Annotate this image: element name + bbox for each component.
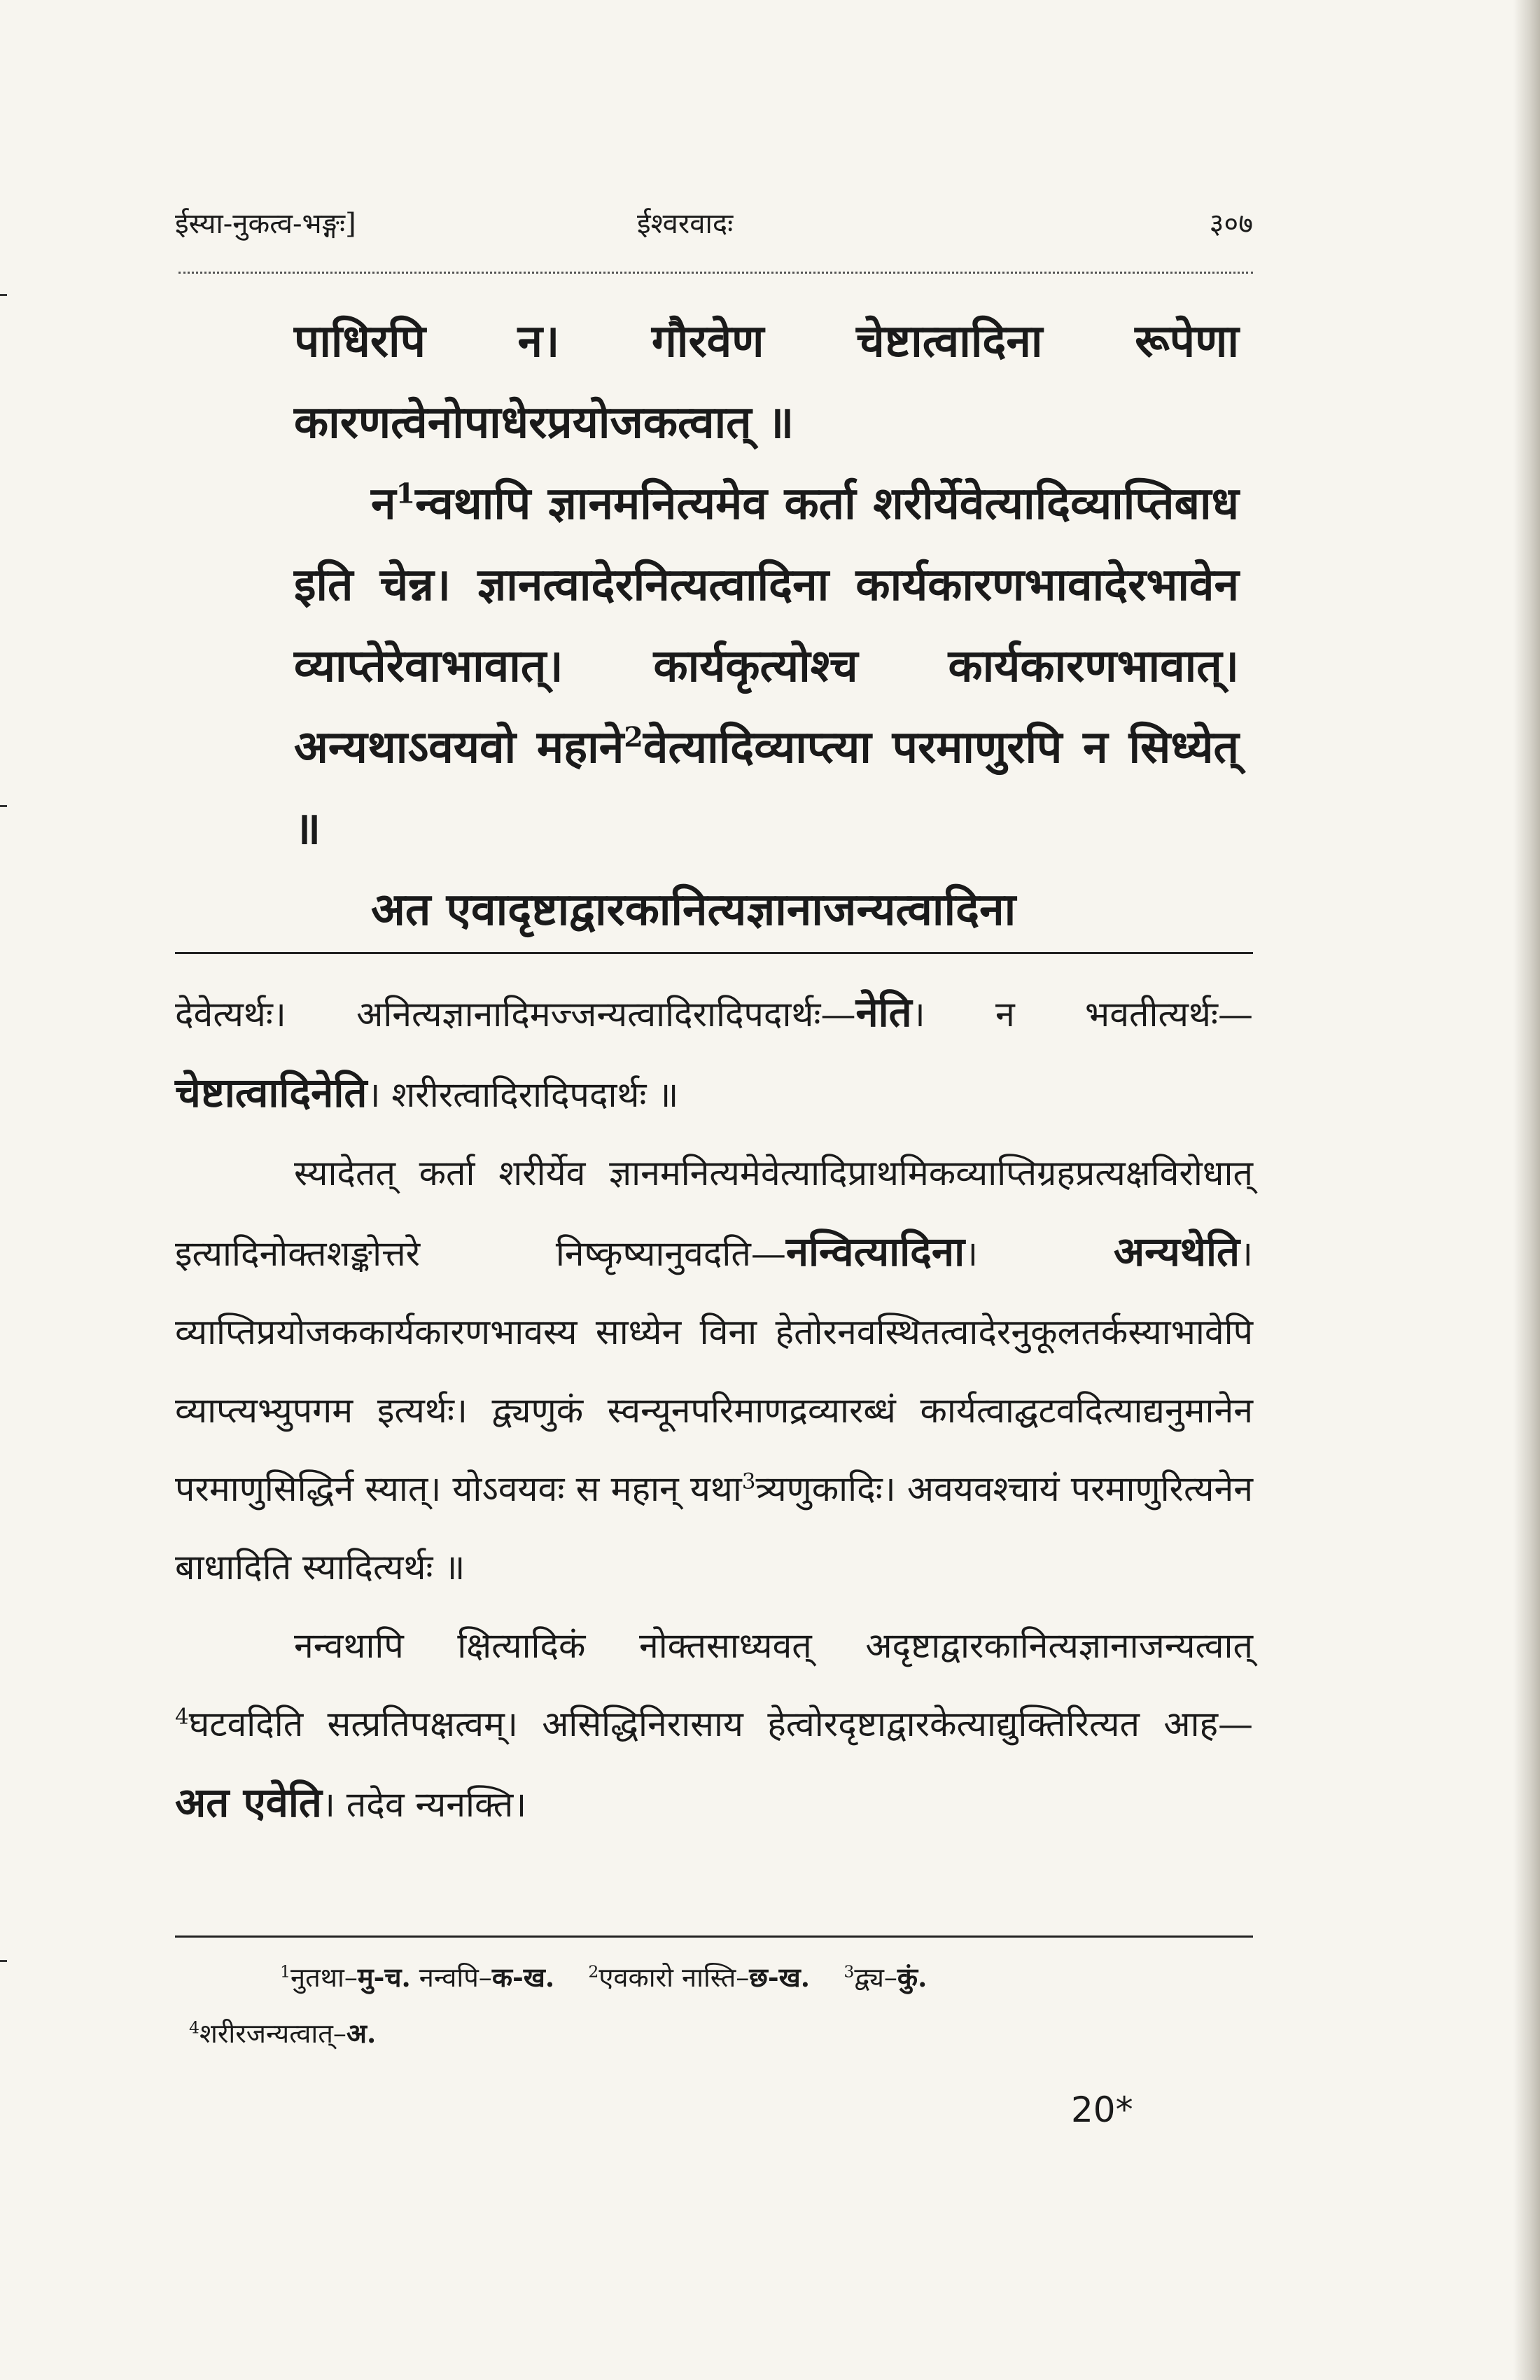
footnote-siglum: अ. [346,2017,377,2049]
main-text-run: न्वथापि ज्ञानमनित्यमेव कर्ता शरीर्येवेत्यादिव्याप्तिबाध इति चेन्न। ज्ञानत्वादेरनित्यत्वादिना कार्यकारणभावादेरभावेन व्याप्तेरेवाभावात्। कार्यकृत्योश्च कार्यकारणभावात्। अन्यथाऽवयवो महाने [294,477,1239,774]
footnote-line-1 [189,1949,1253,2005]
commentary-run: । [965,1233,979,1274]
edge-mark [0,294,7,296]
commentary [175,973,1253,1844]
edge-mark [0,1960,7,1962]
commentary-run: देवेत्यर्थः। अनित्यज्ञानादिमज्जन्यत्वादिरादिपदार्थः— [175,994,856,1035]
commentary-paragraph-1 [175,973,1253,1134]
commentary-run: स्यादेतत् कर्ता शरीर्येव ज्ञानमनित्यमेवेत्यादिप्राथमिकव्याप्तिग्रहप्रत्यक्षविरोधात् इत्यादिनोक्तशङ्कोत्तरे निष्कृष्यानुवदति— [175,1153,1253,1274]
commentary-paragraph-2 [175,1134,1253,1606]
running-head-title: ईश्वरवादः [637,208,734,240]
text-commentary-rule [175,952,1253,954]
page-binding-shadow [1513,0,1540,2380]
commentary-run: । शरीरत्वादिरादिपदार्थः ॥ [367,1074,679,1115]
page-number: ३०७ [1209,208,1253,240]
footnote-ref: 3 [741,1469,756,1494]
main-text-run: न [371,477,396,530]
footnote-siglum: कुं. [897,1961,927,1993]
commentary-lemma: अत एवेति [175,1779,322,1826]
footnote-line-2 [189,2005,1253,2062]
commentary-run: नन्वथापि क्षित्यादिकं नोक्तसाध्यवत् अदृष्टाद्वारकानित्यज्ञानाजन्यत्वात् [294,1625,1253,1666]
main-text-run: वेत्यादिव्याप्त्या परमाणुरपि न सिध्येत् ॥ [294,721,1239,855]
commentary-lemma: नन्वित्यादिना [785,1228,965,1275]
commentary-run: त्र्यणुकादिः। अवयवश्चायं परमाणुरित्यनेन बाधादिति स्यादित्यर्थः ॥ [175,1469,1253,1588]
commentary-lemma: नेति [855,988,912,1036]
footnote-ref: 2 [624,721,643,754]
commentary-run: । तदेव न्यनक्ति। [321,1784,527,1825]
footnotes [189,1949,1253,2062]
running-head-left: ईस्या-नुकत्व-भङ्गः] [175,208,356,240]
footnote-text: द्व्य– [854,1962,897,1993]
main-paragraph-2 [294,463,1239,869]
footnote-text: शरीरजन्यत्वात्– [199,2018,346,2049]
commentary-run: । न भवतीत्यर्थः— [911,994,1254,1035]
commentary-paragraph-3 [175,1606,1253,1844]
footnote-siglum: मु-च. [357,1961,411,1993]
main-paragraph-3: अत एवादृष्टाद्वारकानित्यज्ञानाजन्यत्वादिना [371,883,1016,936]
footnote-text: नुतथा– [290,1962,358,1993]
footnote-rule [175,1935,1253,1938]
main-paragraph-1: पाधिरपि न। गौरवेण चेष्टात्वादिना रूपेणा कारणत्वेनोपाधेरप्रयोजकत्वात् ॥ [294,315,1239,449]
footnote-number: 1 [280,1961,290,1982]
footnote-number: 2 [588,1961,599,1982]
header-rule [178,272,1253,278]
main-text [294,301,1239,951]
footnote-number: 4 [189,2017,200,2038]
footnote-siglum: क-ख. [491,1961,555,1993]
footnote-number: 3 [844,1961,855,1982]
running-head [175,196,1253,245]
commentary-run: घटवदिति सत्प्रतिपक्षत्वम्। असिद्धिनिरासाय हेत्वोरदृष्टाद्वारकेत्याद्युक्तिरित्यत आह— [188,1704,1253,1744]
footnote-ref: 1 [396,477,416,510]
footnote-text: नन्वपि– [410,1962,492,1993]
commentary-run: । व्याप्तिप्रयोजककार्यकारणभावस्य साध्येन विना हेतोरनवस्थितत्वादेरनुकूलतर्कस्याभावेपि व्याप्त्यभ्युपगम इत्यर्थः। द्व्यणुकं स्वन्यूनपरिमाणद्रव्यारब्धं कार्यत्वाद्घटवदित्याद्यनुमानेन परमाणुसिद्धिर्न स्यात्। योऽवयवः स महान् यथा [175,1233,1253,1509]
printer-signature: 20* [1071,2090,1133,2130]
footnote-text: एवकारो नास्ति– [598,1962,750,1993]
commentary-lemma: चेष्टात्वादिनेति [175,1069,368,1116]
footnote-siglum: छ-ख. [749,1961,810,1993]
footnote-ref: 4 [175,1704,189,1730]
commentary-lemma: अन्यथेति [1113,1228,1240,1275]
edge-mark [0,805,7,807]
